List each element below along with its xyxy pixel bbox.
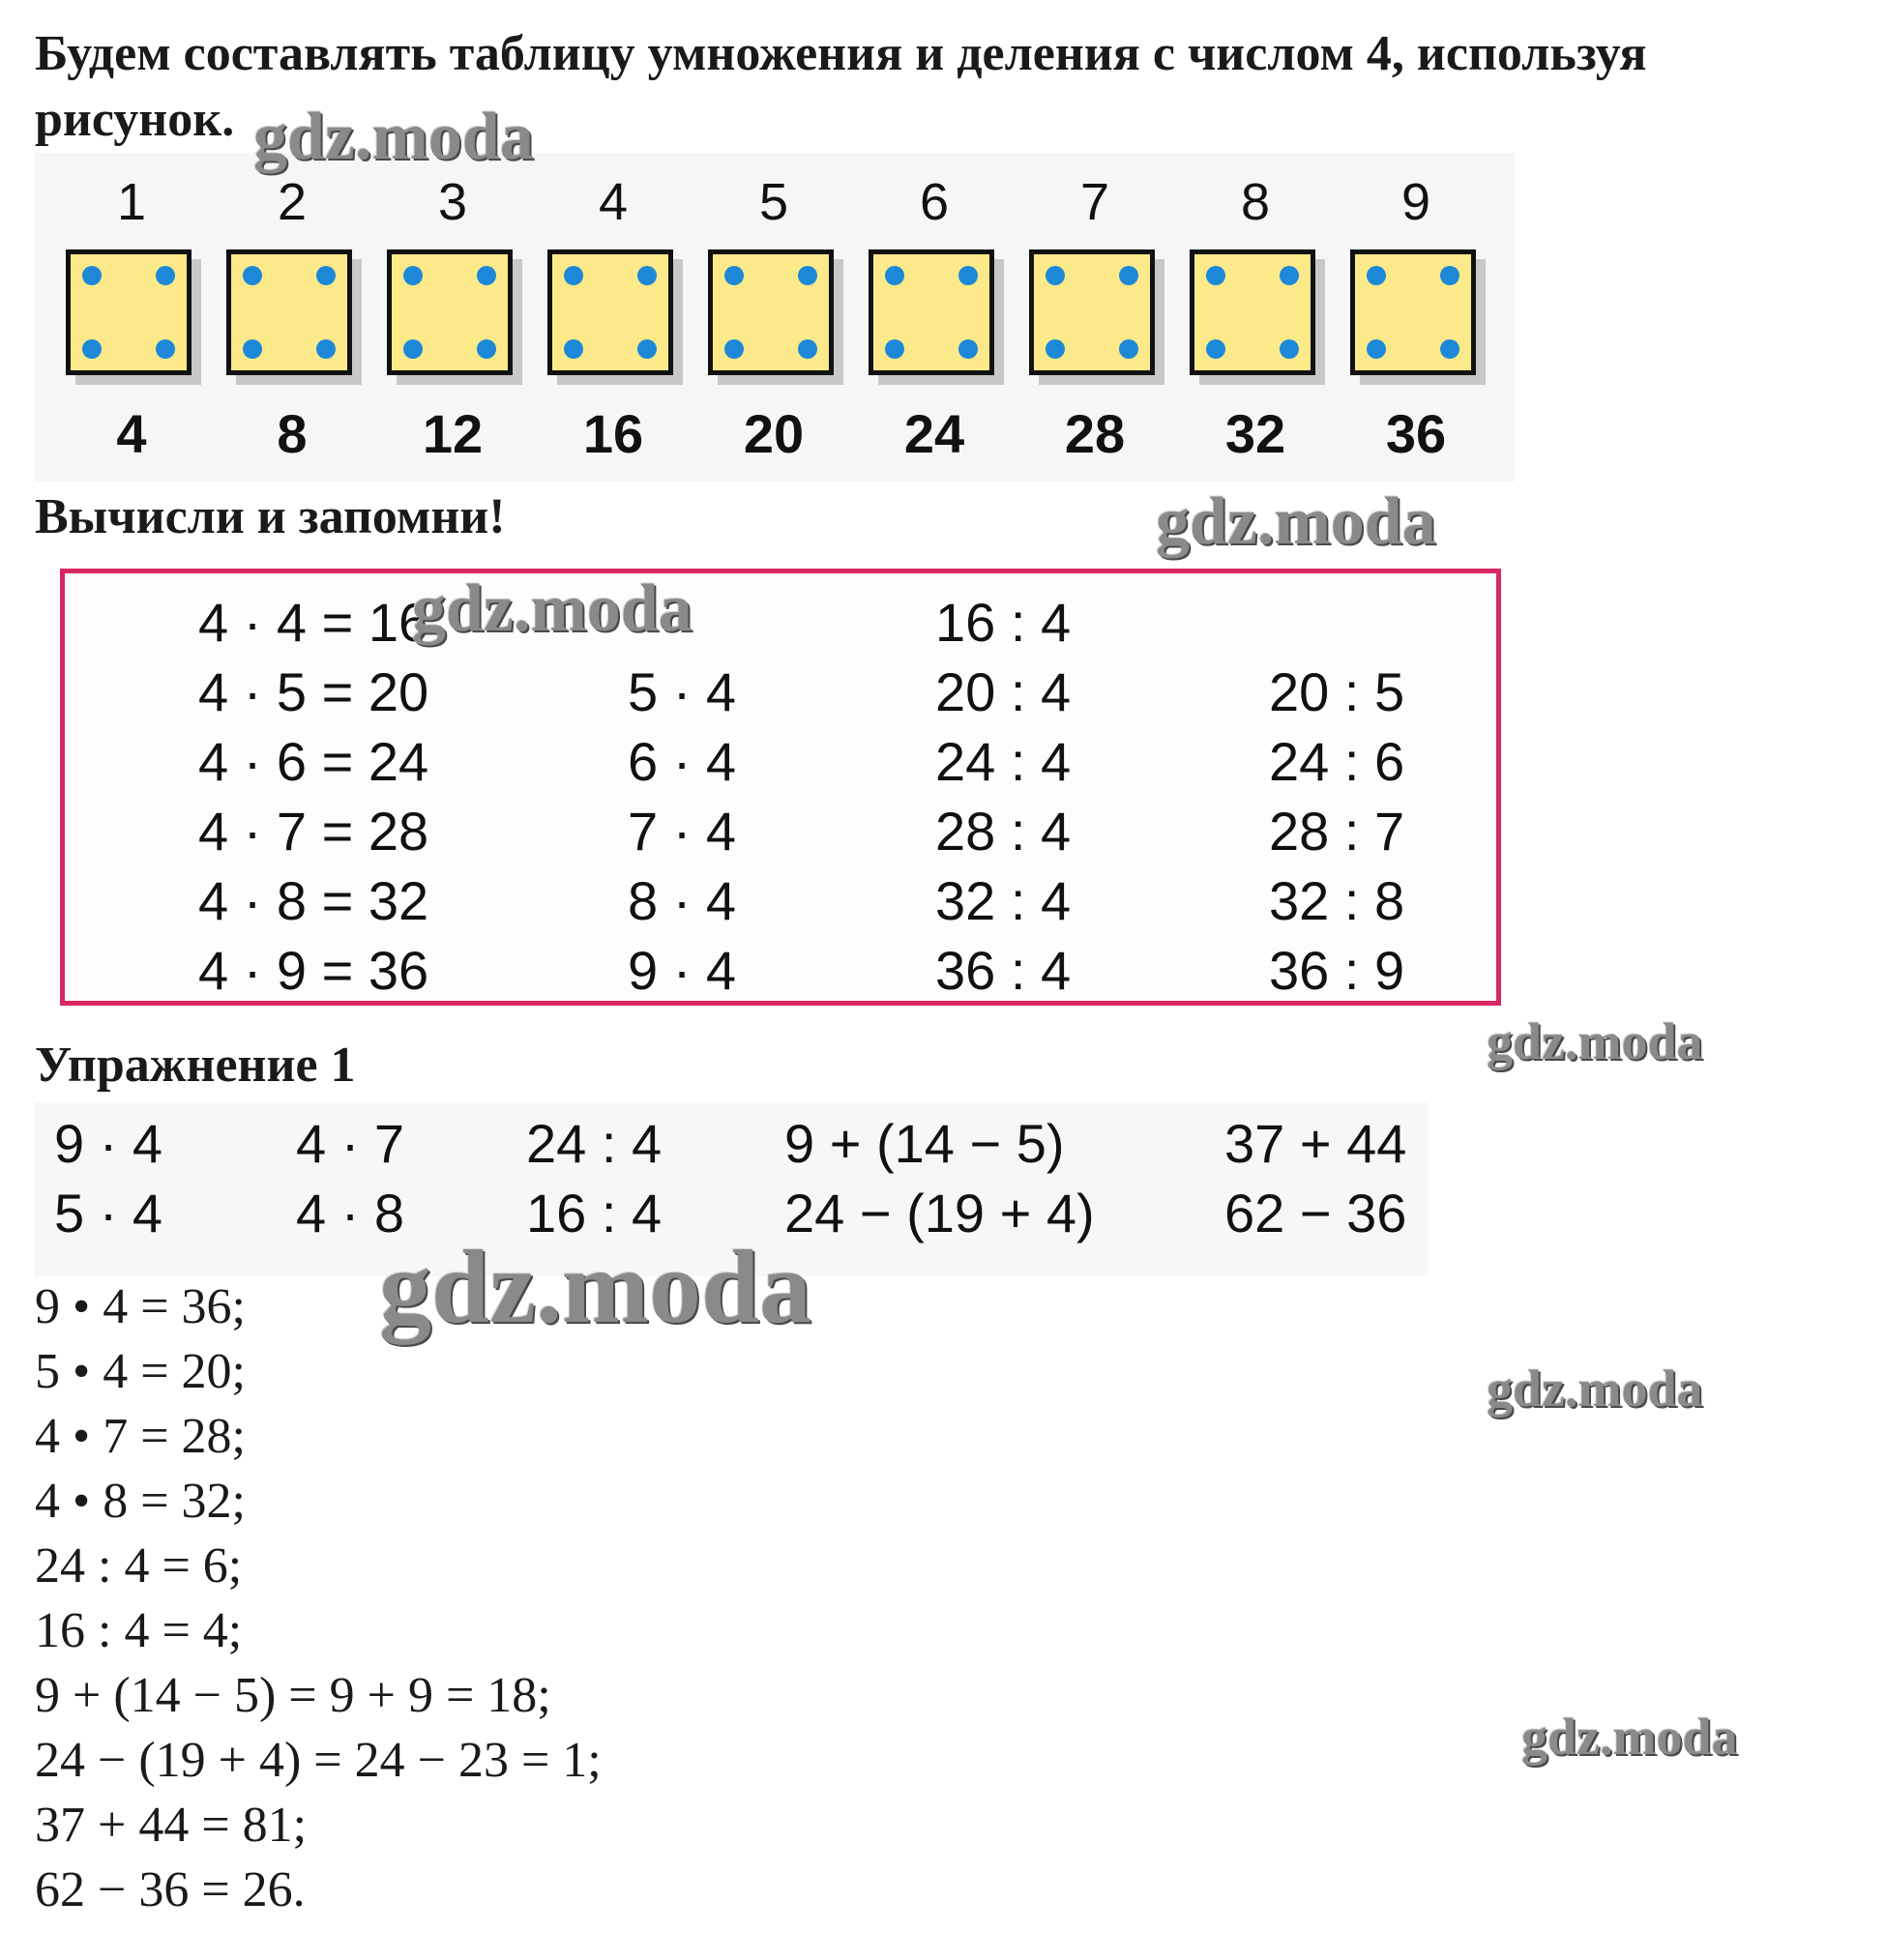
- exercise-item: 16 : 4: [526, 1183, 663, 1243]
- cell-total: 8: [277, 403, 308, 464]
- cell-total: 4: [116, 403, 147, 464]
- memo-div2: 20 : 5: [1269, 661, 1405, 722]
- memo-product: 4 · 6 = 24: [198, 731, 429, 792]
- dot-icon: [1280, 266, 1299, 285]
- cell-index: 2: [277, 173, 308, 231]
- cell-index: 9: [1400, 173, 1431, 231]
- watermark: gdz.moda: [253, 100, 534, 174]
- dot-icon: [1367, 339, 1386, 359]
- memo-div2: 24 : 6: [1269, 731, 1405, 792]
- memo-product: 4 · 5 = 20: [198, 661, 429, 722]
- memo-div1: 24 : 4: [935, 731, 1072, 792]
- watermark: gdz.moda: [1156, 484, 1436, 559]
- memo-div1: 16 : 4: [935, 592, 1072, 653]
- cell-index: 8: [1240, 173, 1271, 231]
- dot-icon: [477, 266, 496, 285]
- watermark: gdz.moda: [379, 1230, 812, 1345]
- dice-cell: [545, 153, 681, 482]
- dot-icon: [885, 339, 904, 359]
- dice-figure: [35, 153, 1515, 482]
- dot-icon: [1206, 339, 1225, 359]
- memo-swap: 5 · 4: [628, 661, 737, 722]
- dot-icon: [156, 266, 175, 285]
- dot-icon: [724, 266, 744, 285]
- memo-product: 4 · 4 = 16: [198, 592, 429, 653]
- dice-square: [387, 249, 513, 375]
- dice-cell: [224, 153, 360, 482]
- dice-cell: [706, 153, 841, 482]
- memo-product: 4 · 9 = 36: [198, 940, 429, 1001]
- memo-swap: 8 · 4: [628, 870, 737, 931]
- dice-square: [1350, 249, 1476, 375]
- dice-square: [1190, 249, 1315, 375]
- memo-product: 4 · 8 = 32: [198, 870, 429, 931]
- exercise-item: 24 − (19 + 4): [784, 1183, 1095, 1243]
- dot-icon: [1206, 266, 1225, 285]
- dot-icon: [724, 339, 744, 359]
- dice-cell: [1027, 153, 1163, 482]
- dot-icon: [958, 266, 978, 285]
- dice-cell: [385, 153, 520, 482]
- answer-line: 5 • 4 = 20;: [35, 1344, 246, 1399]
- dot-icon: [958, 339, 978, 359]
- intro-text: Будем составлять таблицу умножения и деления с числом 4, используя рисунок.: [35, 26, 1647, 147]
- cell-total: 36: [1385, 403, 1447, 464]
- dot-icon: [403, 266, 423, 285]
- memo-div2: 28 : 7: [1269, 801, 1405, 862]
- dot-icon: [82, 266, 102, 285]
- answer-line: 9 + (14 − 5) = 9 + 9 = 18;: [35, 1668, 551, 1723]
- exercise-item: 62 − 36: [1224, 1183, 1407, 1243]
- memo-div1: 20 : 4: [935, 661, 1072, 722]
- memo-div1: 36 : 4: [935, 940, 1072, 1001]
- dot-icon: [243, 339, 262, 359]
- memo-product: 4 · 7 = 28: [198, 801, 429, 862]
- memo-title: Вычисли и запомни!: [35, 489, 506, 544]
- cell-index: 7: [1079, 173, 1110, 231]
- dot-icon: [637, 339, 657, 359]
- memo-div2: 36 : 9: [1269, 940, 1405, 1001]
- dot-icon: [82, 339, 102, 359]
- dot-icon: [156, 339, 175, 359]
- answer-line: 62 − 36 = 26.: [35, 1862, 306, 1917]
- dot-icon: [1440, 339, 1459, 359]
- dot-icon: [243, 266, 262, 285]
- answer-line: 24 : 4 = 6;: [35, 1538, 243, 1594]
- dot-icon: [1046, 339, 1065, 359]
- answer-list: [35, 1274, 602, 1922]
- watermark: gdz.moda: [1487, 1012, 1703, 1070]
- memo-div1: 32 : 4: [935, 870, 1072, 931]
- answer-line: 24 − (19 + 4) = 24 − 23 = 1;: [35, 1733, 602, 1788]
- memo-div1: 28 : 4: [935, 801, 1072, 862]
- exercise-item: 4 · 7: [296, 1113, 405, 1174]
- dice-square: [708, 249, 834, 375]
- answer-line: 9 • 4 = 36;: [35, 1279, 246, 1334]
- exercise-item: 37 + 44: [1224, 1113, 1407, 1174]
- cell-total: 20: [743, 403, 805, 464]
- dot-icon: [316, 339, 336, 359]
- dot-icon: [1367, 266, 1386, 285]
- dot-icon: [1046, 266, 1065, 285]
- answer-line: 16 : 4 = 4;: [35, 1603, 243, 1658]
- exercise-item: 5 · 4: [54, 1183, 163, 1243]
- cell-total: 28: [1064, 403, 1126, 464]
- dot-icon: [316, 266, 336, 285]
- exercise-title: Упражнение 1: [35, 1038, 356, 1093]
- cell-index: 3: [437, 173, 468, 231]
- cell-index: 4: [598, 173, 629, 231]
- dot-icon: [637, 266, 657, 285]
- dot-icon: [1119, 266, 1138, 285]
- memo-swap: 9 · 4: [628, 940, 737, 1001]
- dice-square: [66, 249, 192, 375]
- cell-index: 6: [919, 173, 950, 231]
- dice-square: [226, 249, 352, 375]
- dice-square: [869, 249, 994, 375]
- dot-icon: [1119, 339, 1138, 359]
- cell-index: 5: [758, 173, 789, 231]
- watermark: gdz.moda: [1487, 1360, 1703, 1418]
- exercise-item: 9 · 4: [54, 1113, 163, 1174]
- dice-cell: [64, 153, 199, 482]
- dot-icon: [564, 339, 583, 359]
- memo-div2: 32 : 8: [1269, 870, 1405, 931]
- exercise-item: 24 : 4: [526, 1113, 663, 1174]
- watermark: gdz.moda: [412, 571, 693, 646]
- dot-icon: [1280, 339, 1299, 359]
- dot-icon: [477, 339, 496, 359]
- dice-cell: [1188, 153, 1323, 482]
- answer-line: 4 • 8 = 32;: [35, 1474, 246, 1529]
- answer-line: 37 + 44 = 81;: [35, 1798, 308, 1853]
- exercise-item: 9 + (14 − 5): [784, 1113, 1065, 1174]
- dot-icon: [1440, 266, 1459, 285]
- dot-icon: [798, 339, 817, 359]
- dice-square: [1029, 249, 1155, 375]
- memo-swap: 7 · 4: [628, 801, 737, 862]
- memo-box: [60, 569, 1501, 1006]
- exercise-item: 4 · 8: [296, 1183, 405, 1243]
- memo-swap: 6 · 4: [628, 731, 737, 792]
- watermark: gdz.moda: [1521, 1708, 1738, 1766]
- dice-square: [547, 249, 673, 375]
- cell-total: 16: [582, 403, 644, 464]
- answer-line: 4 • 7 = 28;: [35, 1409, 246, 1464]
- dot-icon: [798, 266, 817, 285]
- dot-icon: [564, 266, 583, 285]
- dot-icon: [403, 339, 423, 359]
- dice-cell: [867, 153, 1002, 482]
- cell-total: 32: [1224, 403, 1286, 464]
- cell-index: 1: [116, 173, 147, 231]
- dot-icon: [885, 266, 904, 285]
- dice-cell: [1348, 153, 1484, 482]
- cell-total: 24: [903, 403, 965, 464]
- cell-total: 12: [422, 403, 484, 464]
